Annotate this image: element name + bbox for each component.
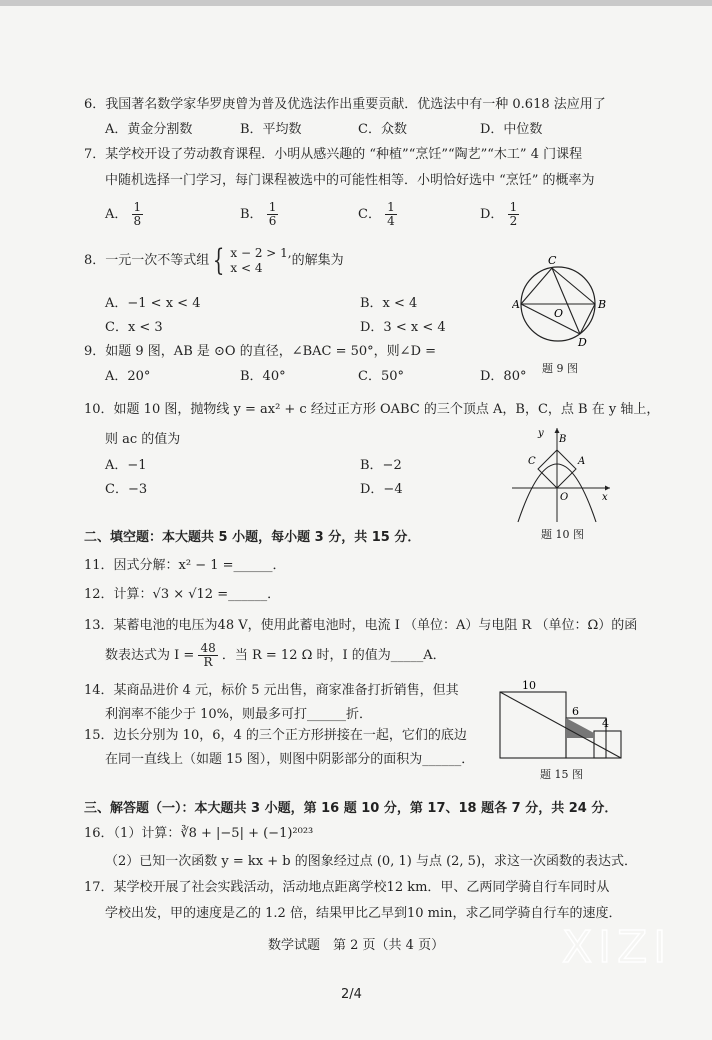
page-footer: 数学试题 第 2 页（共 4 页）: [268, 938, 445, 953]
q10-option-b: B．−2: [360, 458, 402, 473]
q7-option-b-fraction: [267, 201, 279, 228]
q8-stem-prefix: 8．一元一次不等式组: [84, 253, 210, 268]
fraction-denominator: R: [203, 655, 213, 669]
q7-stem-line1: 7．某学校开设了劳动教育课程．小明从感兴趣的 “种植”“烹饪”“陶艺”“木工” 4 门课程: [84, 147, 583, 162]
q14-line2: 利润率不能少于 10%，则最多可打______折．: [105, 707, 373, 722]
square-4: [594, 731, 621, 758]
shaded-region: [566, 718, 594, 738]
fraction-numerator: 1: [509, 200, 518, 214]
q8-inequality-2: x < 4: [230, 260, 263, 275]
q11-text: 11．因式分解：x² − 1 =______．: [84, 558, 286, 573]
label-side-4: 4: [602, 717, 609, 730]
q7-option-c: [358, 200, 397, 230]
q7-option-b: [240, 200, 278, 230]
fraction-denominator: 8: [133, 214, 142, 228]
q7-option-d-letter: D．: [480, 207, 504, 222]
y-axis-arrow-icon: [555, 428, 560, 433]
q7-option-c-letter: C．: [358, 207, 381, 222]
square-10: [500, 692, 566, 758]
brace-symbol: {: [213, 242, 225, 278]
q15-squares-figure: [496, 680, 622, 762]
q15-line2: 在同一直线上（如题 15 图），则图中阴影部分的面积为______．: [105, 752, 475, 767]
q9-figure-caption: 题 9 图: [542, 362, 578, 375]
q10-option-d: D．−4: [360, 482, 403, 497]
fraction-denominator: 6: [268, 214, 277, 228]
label-x: x: [602, 492, 608, 503]
q13-line2: [105, 640, 446, 672]
fraction-denominator: 4: [387, 214, 395, 228]
q7-option-d: [480, 200, 519, 230]
q6-option-c: C．众数: [358, 122, 407, 137]
q17-line2: 学校出发，甲的速度是乙的 1.2 倍，结果甲比乙早到10 min，求乙同学骑自行车的速度．: [105, 906, 622, 921]
section2-title: 二、填空题：本大题共 5 小题，每小题 3 分，共 15 分．: [84, 530, 421, 545]
q13-line1: 13．某蓄电池的电压为48 V，使用此蓄电池时，电流 I （单位：A）与电阻 R （单位：Ω）的函: [84, 618, 638, 633]
q10-figure-caption: 题 10 图: [541, 528, 584, 541]
q9-option-a: A．20°: [105, 369, 151, 384]
chord-cd: [552, 268, 580, 334]
q10-parabola-figure: [508, 424, 614, 524]
label-c: C: [548, 254, 557, 267]
q8-option-a: A．−1 < x < 4: [105, 296, 201, 311]
q7-option-a-letter: A．: [105, 207, 128, 222]
fraction-denominator: 2: [509, 214, 518, 228]
label-a: A: [578, 456, 586, 467]
q10-option-a: A．−1: [105, 458, 147, 473]
top-bar: [0, 0, 712, 6]
q16-line2: （2）已知一次函数 y = kx + b 的图象经过点 (0, 1) 与点 (2, 5)，求这一次函数的表达式．: [105, 854, 638, 869]
label-c: C: [528, 456, 536, 467]
q17-line1: 17．某学校开展了社会实践活动，活动地点距离学校12 km．甲、乙两同学骑自行车同时从: [84, 880, 610, 895]
q7-option-a: [105, 200, 143, 230]
q6-stem: 6．我国著名数学家华罗庚曾为普及优选法作出重要贡献．优选法中有一种 0.618 法应用了: [84, 97, 606, 112]
q7-stem-line2: 中随机选择一门学习，每门课程被选中的可能性相等．小明恰好选中 “烹饪” 的概率为: [105, 173, 595, 188]
q13-line2-prefix: 数表达式为 I =: [105, 648, 195, 663]
q10-stem-line1: 10．如题 10 图，抛物线 y = ax² + c 经过正方形 OABC 的三个顶点 A，B，C，点 B 在 y 轴上，: [84, 402, 660, 417]
q8-inequality-1: x − 2 > 1,: [230, 245, 292, 260]
q15-line1: 15．边长分别为 10，6，4 的三个正方形拼接在一起，它们的底边: [84, 728, 467, 743]
x-axis-arrow-icon: [605, 486, 610, 491]
label-side-6: 6: [572, 705, 579, 718]
q8-stem-suffix: 的解集为: [291, 253, 344, 268]
q7-option-b-letter: B．: [240, 207, 263, 222]
q10-option-c: C．−3: [105, 482, 148, 497]
q9-option-c: C．50°: [358, 369, 404, 384]
fraction-numerator: 48: [200, 641, 216, 655]
label-a: A: [512, 298, 520, 311]
label-side-10: 10: [522, 680, 536, 692]
section3-title: 三、解答题（一）：本大题共 3 小题，第 16 题 10 分，第 17、18 题各 7 分，共 24 分．: [84, 801, 618, 816]
q6-option-a: A．黄金分割数: [105, 122, 193, 137]
fraction-numerator: 1: [387, 200, 395, 214]
q13-line2-suffix: ．当 R = 12 Ω 时，I 的值为_____A．: [221, 648, 446, 663]
label-b: B: [598, 298, 607, 311]
q9-circle-figure: [512, 254, 612, 358]
q7-option-c-fraction: [385, 201, 397, 228]
q13-fraction: [198, 642, 217, 669]
q8-option-c: C．x < 3: [105, 320, 163, 335]
q9-option-d: D．80°: [480, 369, 527, 384]
q10-stem-line2: 则 ac 的值为: [105, 432, 181, 447]
chord-ad: [521, 304, 580, 334]
chord-cb: [552, 268, 595, 304]
label-y: y: [538, 428, 544, 439]
fraction-numerator: 1: [133, 200, 142, 214]
label-o: O: [554, 307, 564, 320]
q6-option-b: B．平均数: [240, 122, 302, 137]
label-b: B: [559, 434, 567, 445]
q7-option-d-fraction: [508, 201, 520, 228]
chord-bd: [580, 304, 595, 334]
label-o: O: [560, 492, 569, 503]
q9-stem: 9．如题 9 图，AB 是 ⊙O 的直径，∠BAC = 50°，则∠D =: [84, 344, 437, 359]
watermark-logo: XIZI: [562, 922, 673, 973]
q8-stem: [84, 242, 344, 278]
q7-option-a-fraction: [132, 201, 144, 228]
fraction-numerator: 1: [268, 200, 277, 214]
page-number: 2/4: [341, 987, 362, 1002]
q15-figure-caption: 题 15 图: [540, 768, 583, 781]
q16-line1: 16．（1）计算：∛8 + |−5| + (−1)²⁰²³: [84, 826, 314, 841]
q8-option-d: D．3 < x < 4: [360, 320, 446, 335]
q9-option-b: B．40°: [240, 369, 286, 384]
q14-line1: 14．某商品进价 4 元，标价 5 元出售，商家准备打折销售，但其: [84, 683, 459, 698]
q8-inequality-system: [230, 246, 291, 276]
q8-option-b: B．x < 4: [360, 296, 418, 311]
q6-option-d: D．中位数: [480, 122, 543, 137]
q12-text: 12．计算：√3 × √12 =______．: [84, 587, 281, 602]
label-d: D: [578, 336, 587, 349]
